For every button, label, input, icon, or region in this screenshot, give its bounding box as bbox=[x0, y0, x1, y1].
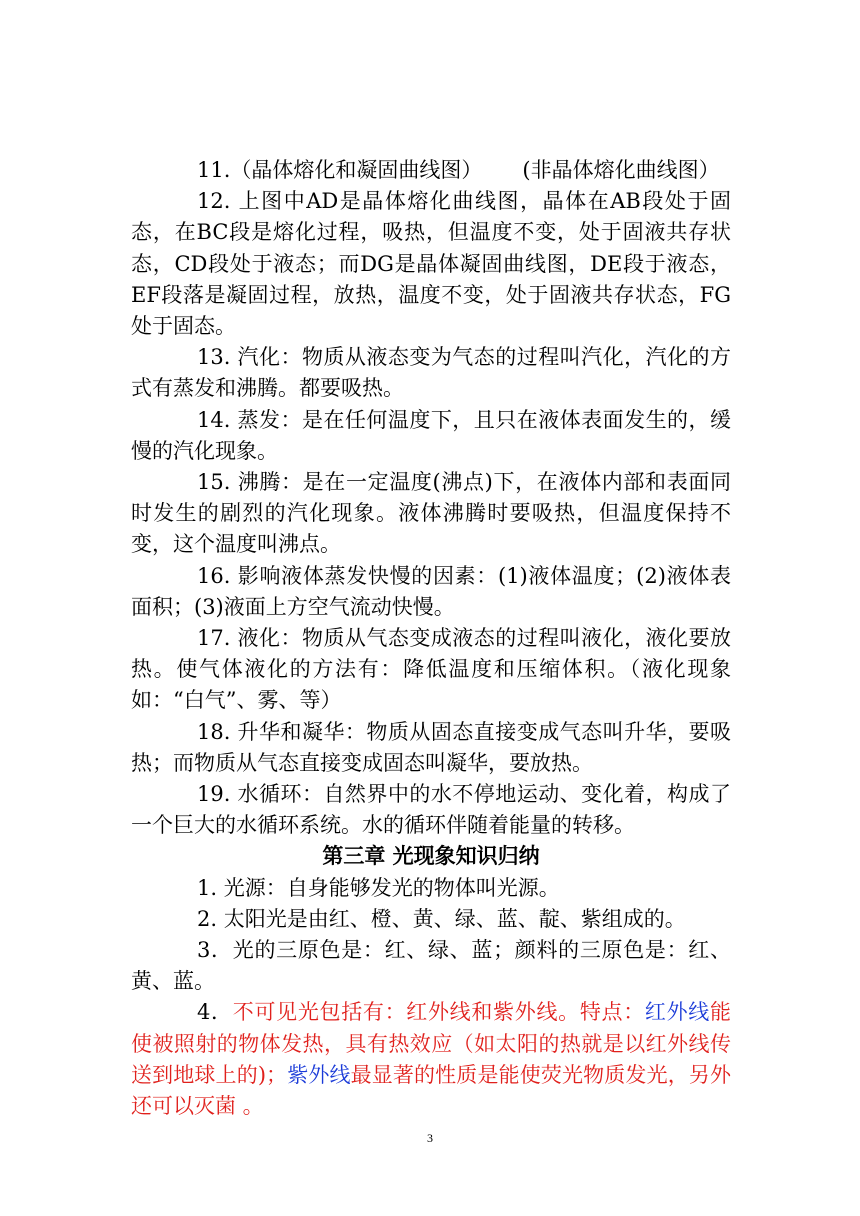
chapter-heading: 第三章 光现象知识归纳 bbox=[322, 844, 540, 869]
chapter-item-4 bbox=[131, 997, 731, 1122]
paragraph-14: 14. 蒸发：是在任何温度下，且只在液体表面发生的，缓慢的汽化现象。 bbox=[131, 407, 731, 463]
page-number: 3 bbox=[427, 1131, 433, 1145]
chapter-item-1: 1. 光源：自身能够发光的物体叫光源。 bbox=[197, 875, 560, 900]
item-4-infrared-desc: 能使被照射的物体发热，具有热效应（如太阳的热就是以红外线传送到地球上的)； bbox=[131, 1000, 731, 1087]
item-4-number: 4． bbox=[197, 1000, 233, 1025]
caption-crystal-curve: （晶体熔化和凝固曲线图） bbox=[230, 158, 483, 182]
paragraph-15: 15. 沸腾：是在一定温度(沸点)下，在液体内部和表面同时发生的剧烈的汽化现象。液体沸腾时要吸热，但温度保持不变，这个温度叫沸点。 bbox=[131, 470, 731, 557]
caption-number: 11. bbox=[197, 158, 231, 182]
item-4-infrared-term: 红外线 bbox=[644, 1000, 710, 1025]
caption-amorphous-curve: (非晶体熔化曲线图） bbox=[522, 158, 720, 182]
paragraph-13: 13. 汽化：物质从液态变为气态的过程叫汽化，汽化的方式有蒸发和沸腾。都要吸热。 bbox=[131, 345, 731, 401]
page-content bbox=[131, 155, 731, 1122]
paragraph-12: 12. 上图中AD是晶体熔化曲线图，晶体在AB段处于固态，在BC段是熔化过程，吸热，但温度不变，处于固液共存状态，CD段处于液态；而DG是晶体凝固曲线图，DE段于液态，EF段落是凝固过程，放热，温度不变，处于固液共存状态，FG处于固态。 bbox=[131, 189, 731, 339]
item-4-ultraviolet-term: 紫外线 bbox=[287, 1062, 351, 1087]
item-4-invisible-light: 不可见光包括有：红外线和紫外线。特点： bbox=[232, 1000, 645, 1025]
paragraph-19: 19. 水循环：自然界中的水不停地运动、变化着，构成了一个巨大的水循环系统。水的循环伴随着能量的转移。 bbox=[131, 782, 731, 838]
item-4-ultraviolet-desc: 最显著的性质是能使荧光物质发光，另外还可以灭菌 。 bbox=[131, 1062, 731, 1119]
paragraph-18: 18. 升华和凝华：物质从固态直接变成气态叫升华，要吸热；而物质从气态直接变成固态叫凝华，要放热。 bbox=[131, 719, 731, 775]
paragraph-16: 16. 影响液体蒸发快慢的因素：(1)液体温度；(2)液体表面积；(3)液面上方空气流动快慢。 bbox=[131, 563, 731, 619]
figure-captions bbox=[131, 155, 731, 186]
chapter-item-2: 2. 太阳光是由红、橙、黄、绿、蓝、靛、紫组成的。 bbox=[197, 906, 686, 931]
chapter-item-3: 3．光的三原色是：红、绿、蓝；颜料的三原色是：红、黄、蓝。 bbox=[131, 938, 731, 994]
paragraph-17: 17. 液化：物质从气态变成液态的过程叫液化，液化要放热。使气体液化的方法有：降低温度和压缩体积。（液化现象如：“白气”、雾、等） bbox=[131, 626, 731, 713]
